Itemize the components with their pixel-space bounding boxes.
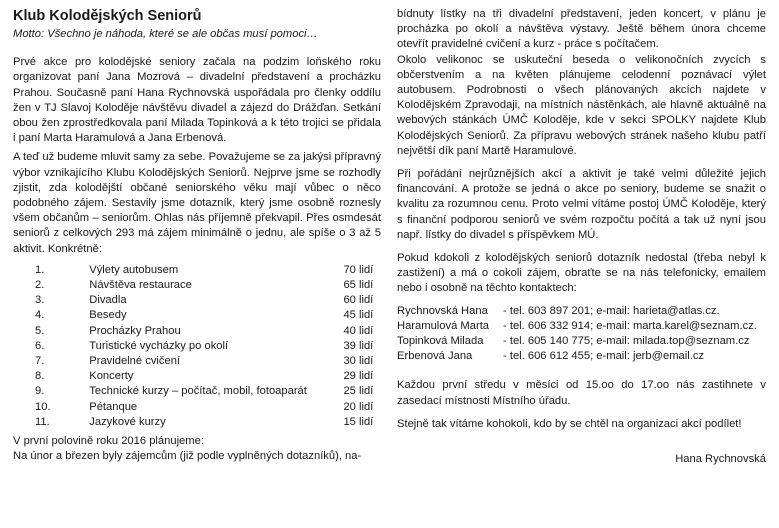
table-row — [397, 319, 757, 334]
table-row — [13, 339, 381, 354]
left-column — [13, 0, 381, 464]
contact-intro-paragraph: Pokud kdokoli z kolodějských seniorů dotazník nedostal (třeba nebyl k zastižení) a má o cokoli zájem, obraťte se na nás telefonicky, emailem nebo i osobně na těchto kontaktech: — [397, 252, 766, 295]
activity-number: 10. — [35, 400, 51, 413]
table-row — [397, 334, 757, 349]
activity-name: Jazykové kurzy — [89, 415, 166, 428]
activity-number: 3. — [35, 294, 45, 307]
activity-number: 4. — [35, 309, 45, 322]
table-row — [397, 349, 757, 364]
contact-info: - tel. 603 897 201; e-mail: harieta@atlas.cz. — [503, 304, 720, 317]
plan-heading: V první polovině roku 2016 plánujeme: — [13, 435, 204, 448]
activity-count: 40 lidí — [343, 324, 374, 337]
contacts-table — [397, 304, 757, 365]
activity-name: Turistické vycházky po okolí — [89, 339, 229, 352]
contact-name: Topinková Milada — [397, 335, 484, 348]
activity-count: 25 lidí — [343, 385, 374, 398]
activity-name: Výlety autobusem — [89, 263, 179, 276]
activity-count: 20 lidí — [343, 400, 374, 413]
motto: Motto: Všechno je náhoda, které se ale občas musí pomoci… — [13, 28, 318, 40]
activity-count: 29 lidí — [343, 370, 374, 383]
activity-count: 65 lidí — [343, 279, 374, 292]
activity-name: Besedy — [89, 309, 127, 322]
activity-number: 2. — [35, 279, 45, 292]
table-row — [13, 400, 381, 415]
activity-number: 6. — [35, 339, 45, 352]
activity-count: 70 lidí — [343, 263, 374, 276]
activity-number: 11. — [35, 415, 50, 428]
activity-name: Procházky Prahou — [89, 324, 181, 337]
activity-name: Koncerty — [89, 370, 134, 383]
plan-paragraph-continued: bídnuty lístky na tři divadelní představení, jeden koncert, v plánu je procházka po okolí a návštěva výstavy. Ještě během února chceme otevřít pravidelné cvičení a kurz - práce s počítačem. — [397, 8, 766, 51]
activity-name: Návštěva restaurace — [89, 279, 192, 292]
table-row — [13, 369, 381, 384]
activity-number: 5. — [35, 324, 45, 337]
intro-paragraph: Prvé akce pro kolodějské seniory začala na podzim loňského roku organizovat paní Jana Mozrová – divadelní představení a procházku Prahou. Současně paní Hana Rychnovská uspořádala pro členky oddílu žen v TJ Slavoj Koloděje návštěvu divadel a zájezd do Drážďan. Setkání obou žen zprostředkovala paní Milada Topinková a k této trojici se přidala i paní Marta Haramulová a Jana Erbenová. — [13, 56, 381, 145]
table-row — [13, 354, 381, 369]
activity-name: Pétanque — [89, 400, 138, 413]
table-row — [13, 308, 381, 323]
table-row — [13, 263, 381, 278]
activity-count: 39 lidí — [343, 339, 374, 352]
right-column — [397, 0, 766, 467]
invitation-paragraph: Stejně tak vítáme kohokoli, kdo by se chtěl na organizaci akcí podílet! — [397, 417, 742, 430]
table-row — [13, 278, 381, 293]
activity-number: 8. — [35, 370, 45, 383]
activity-name: Pravidelné cvičení — [89, 355, 181, 368]
activity-name: Technické kurzy – počítač, mobil, fotoaparát — [89, 385, 307, 398]
activity-count: 60 lidí — [343, 294, 374, 307]
contact-name: Haramulová Marta — [397, 319, 490, 332]
activity-count: 45 lidí — [343, 309, 374, 322]
activity-number: 1. — [35, 263, 45, 276]
activity-count: 30 lidí — [343, 355, 374, 368]
contact-info: - tel. 606 332 914; e-mail: marta.karel@seznam.cz. — [503, 319, 757, 332]
activities-table — [13, 263, 381, 430]
table-row — [13, 324, 381, 339]
plan-paragraph-start: Na únor a březen byly zájemcům (již podle vyplněných dotazníků), na- — [13, 450, 362, 463]
table-row — [13, 415, 381, 430]
survey-paragraph: A teď už budeme mluvit samy za sebe. Považujeme se za jakýsi přípravný výbor vznikajícího Klubu Kolodějských Seniorů. Nejprve jsme se rozhodly zjistit, zda kolodějští občané seniorského věku mají vůbec o něco podobného zájem. Sestavily jsme dotazník, který jsme osobně roznesly všem občanům – seniorům. Ohlas nás příjemně překvapil. Přes osmdesát seniorů z celkových 293 má zájem minimálně o jednu, ale spíše o 3 až 5 aktivit. Konkrétně: — [13, 151, 381, 255]
contact-info: - tel. 605 140 775; e-mail: milada.top@seznam.cz — [503, 335, 750, 348]
financing-paragraph: Při pořádání nejrůznějších akcí a aktivit je také velmi důležité jejich financování. A protože se jedná o akce po seniory, budeme se snažit o kvalitu za rozumnou cenu. Proto velmi vítáme postoj ÚMČ Koloděje, který s finanční podporou seniorů ve svém rozpočtu počítá a tak už nyní jsou např. lístky do divadel s příspěvkem MÚ. — [397, 168, 766, 241]
activity-count: 15 lidí — [343, 415, 374, 428]
contact-name: Erbenová Jana — [397, 350, 473, 363]
activity-name: Divadla — [89, 294, 127, 307]
signature: Hana Rychnovská — [675, 453, 766, 466]
activity-number: 9. — [35, 385, 45, 398]
table-row — [13, 293, 381, 308]
contact-name: Rychnovská Hana — [397, 304, 488, 317]
activity-number: 7. — [35, 355, 45, 368]
article-title: Klub Kolodějských Seniorů — [13, 8, 202, 24]
table-row — [13, 384, 381, 399]
table-row — [397, 304, 757, 319]
contact-info: - tel. 606 612 455; e-mail: jerb@email.cz — [503, 350, 705, 363]
meeting-paragraph: Každou první středu v měsíci od 15.oo do 17.oo nás zastihnete v zasedací místnosti Místního úřadu. — [397, 379, 766, 407]
easter-paragraph: Okolo velikonoc se uskuteční beseda o velikonočních zvycích s občerstvením a na květen plánujeme celodenní poznávací výlet autobusem. Podrobnosti o všech plánovaných akcích najdete v Kolodějském Zpravodaji, na místních nástěnkách, ale hlavně aktuálně na webových stánkách ÚMČ Koloděje, kde v sekci SPOLKY najdete Klub Kolodějských Seniorů. Za přípravu webových stránek našeho klubu patří největší dík paní Martě Haramulové. — [397, 53, 766, 157]
